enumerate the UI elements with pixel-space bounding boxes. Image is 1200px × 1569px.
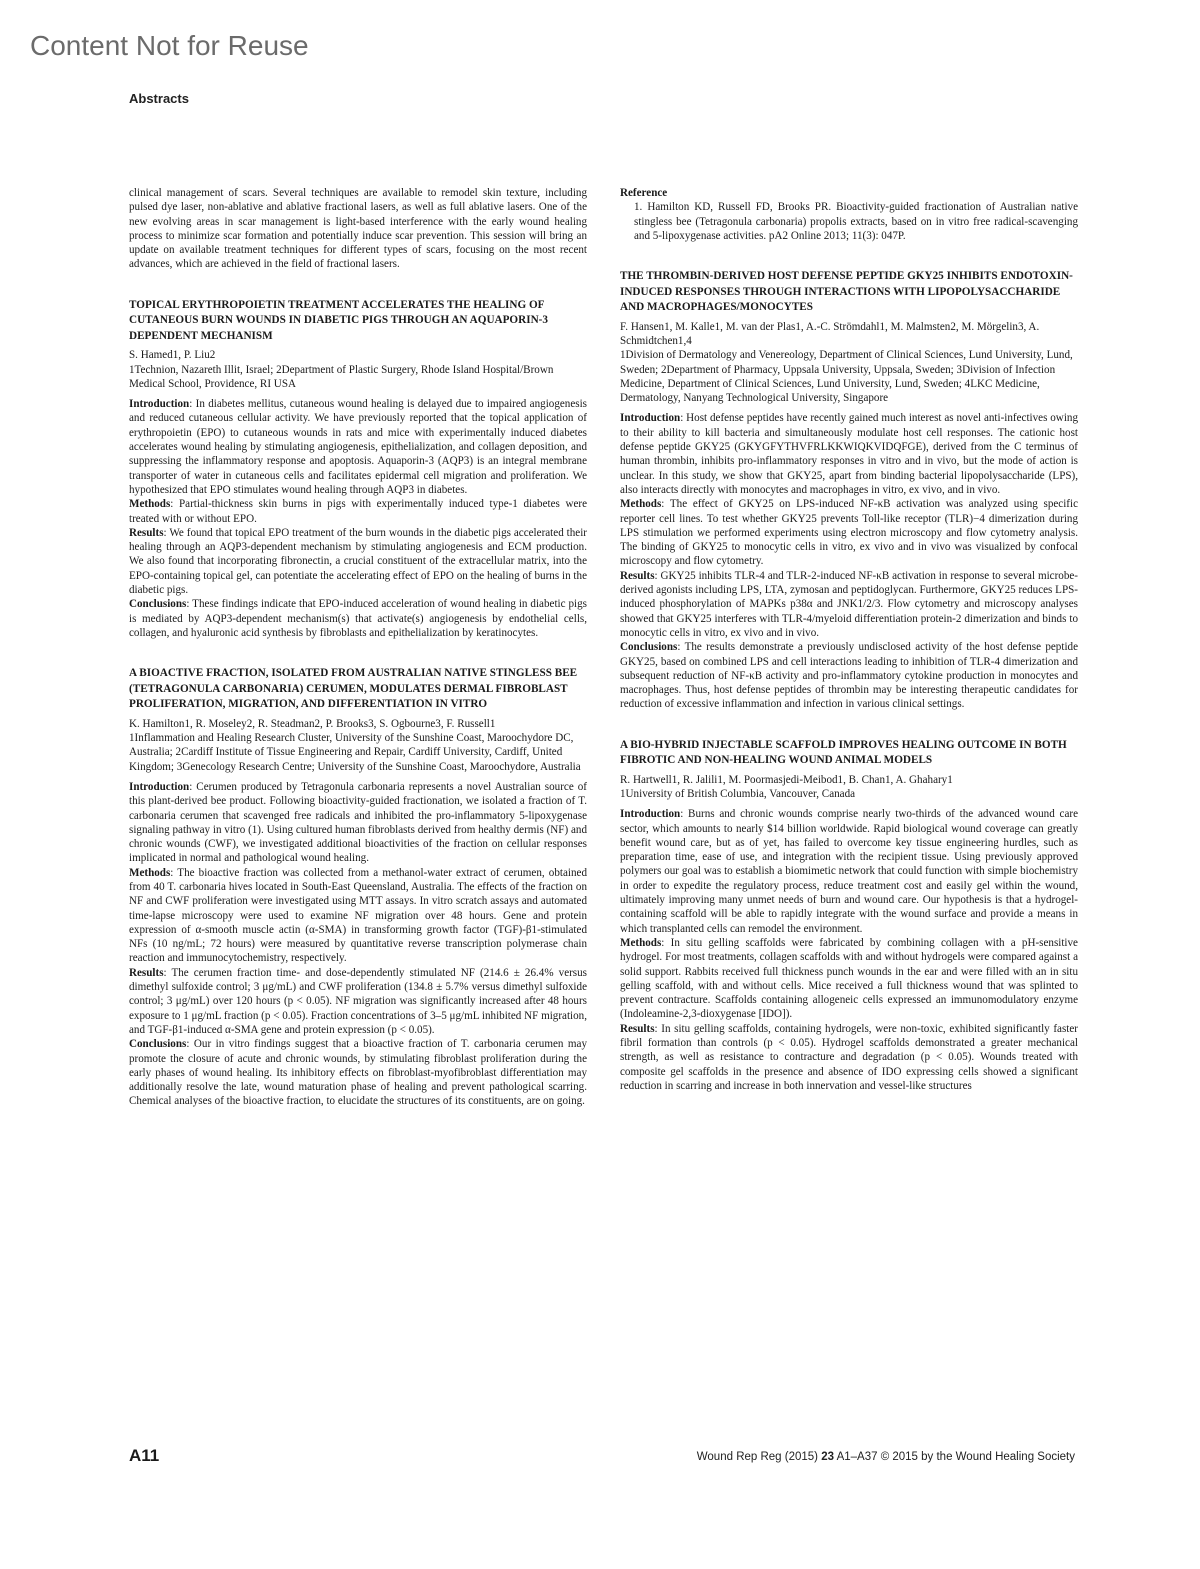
abstract-stingless-bee: [129, 666, 587, 1109]
abstract-title: A BIO-HYBRID INJECTABLE SCAFFOLD IMPROVES HEALING OUTCOME IN BOTH FIBROTIC AND NON-HEALING WOUND ANIMAL MODELS: [620, 738, 1067, 767]
reference-heading: Reference: [620, 187, 668, 199]
results-text: : The cerumen fraction time- and dose-dependently stimulated NF (214.6 ± 26.4% versus dimethyl sulfoxide control; 3 μg/mL) and CWF proliferation (134.8 ± 5.7% versus dimethyl sulfoxide control; 3 μg/mL) over 120 hours (p < 0.05). NF migration was significantly increased after 48 hours exposure to 1 μg/mL fraction (p < 0.05). Fraction concentrations of 3–5 μg/mL inhibited NF migration, and TGF-β1-induced α-SMA gene and protein expression (p < 0.05).: [129, 966, 587, 1036]
methods-label: Methods: [129, 498, 171, 511]
introduction-text: : Host defense peptides have recently gained much interest as novel anti-infectives owing to their ability to kill bacteria and simultaneously modulate host cell responses. The cationic host defense peptide GKY25 (GKYGFYTHVFRLKKWIQKVIDQFGE), derived from the C terminus of human thrombin, inhibits pro-inflammatory responses in vitro and in vivo, but the mode of action is unclear. In this study, we show that GKY25, apart from binding bacterial lipopolysaccharide (LPS), also interacts directly with monocytes and macrophages in vitro, ex vivo, and in vivo.: [620, 412, 1078, 496]
conclusions-paragraph: [129, 597, 587, 640]
introduction-label: Introduction: [129, 398, 190, 411]
abstract-gky25: [620, 269, 1078, 712]
introduction-text: : Cerumen produced by Tetragonula carbonaria represents a novel Australian source of this plant-derived bee product. Following bioactivity-guided fractionation, we isolated a fraction of T. carbonaria cerumen that scavenged free radicals and inhibited the pro-inflammatory 5-lipoxygenase signaling pathway in vitro (1). Using cultured human fibroblasts derived from healthy dermis (NF) and chronic wounds (CWF), we investigated additional bioactivities of the fraction on cellular responses implicated in normal and pathological wound healing.: [129, 780, 587, 865]
methods-paragraph: [129, 497, 587, 526]
introduction-paragraph: [129, 397, 587, 497]
abstract-affiliations: 1University of British Columbia, Vancouver, Canada: [620, 788, 856, 800]
journal-suffix: A1–A37 © 2015 by the Wound Healing Society: [834, 1451, 1075, 1463]
abstract-topical-epo: [129, 298, 587, 640]
methods-text: : The effect of GKY25 on LPS-induced NF-κB activation was analyzed using specific reporter cell lines. To test whether GKY25 prevents Toll-like receptor (TLR)−4 dimerization during LPS stimulation we performed experiments using electron microscopy and flow cytometry analysis. The binding of GKY25 to monocytic cells in vitro, ex vivo and in vivo was visualized by confocal microscopy and flow cytometry.: [620, 498, 1078, 568]
methods-label: Methods: [620, 936, 662, 949]
abstract-title: THE THROMBIN-DERIVED HOST DEFENSE PEPTIDE GKY25 INHIBITS ENDOTOXIN-INDUCED RESPONSES THROUGH INTERACTIONS WITH LIPOPOLYSACCHARIDE AND MACROPHAGES/MONOCYTES: [620, 270, 1073, 314]
introduction-paragraph: [620, 807, 1078, 936]
results-paragraph: [129, 526, 587, 597]
methods-paragraph: [620, 936, 1078, 1022]
conclusions-paragraph: [129, 1037, 587, 1108]
methods-text: : In situ gelling scaffolds were fabricated by combining collagen with a pH-sensitive hydrogel. For most treatments, collagen scaffolds with and without hydrogels were compared against a solid support. Rabbits received full thickness punch wounds in the ear and were filled with an in situ gelling scaffold, with and without cells. Mice received a full thickness wound that was splinted to prevent contracture. Scaffolds containing allogeneic cells expressed an immunomodulatory enzyme (Indoleamine-2,3-dioxygenase [IDO]).: [620, 936, 1078, 1021]
results-label: Results: [620, 1022, 655, 1035]
journal-volume: 23: [821, 1451, 835, 1463]
abstract-affiliations: 1Division of Dermatology and Venereology, Department of Clinical Sciences, Lund University, Lund, Sweden; 2Department of Pharmacy, Uppsala University, Uppsala, Sweden; 3Division of Infection Medicine, Department of Clinical Sciences, Lund University, Lund, Sweden; 4LKC Medicine, Dermatology, Nanyang Technological University, Singapore: [620, 349, 1073, 405]
results-text: : In situ gelling scaffolds, containing hydrogels, were non-toxic, exhibited significantly faster fibril formation than controls (p < 0.05). Hydrogel scaffolds demonstrated a greater mechanical strength, as well as resistance to contracture and degradation (p < 0.05). Wounds treated with composite gel scaffolds in the presence and absence of IDO expressing cells showed a significant reduction in scarring and increase in both innervation and vessel-like structures: [620, 1022, 1078, 1092]
conclusions-paragraph: [620, 640, 1078, 711]
conclusions-text: : The results demonstrate a previously undisclosed activity of the host defense peptide GKY25, based on combined LPS and cell interactions leading to inhibition of TLR-4 dimerization and subsequent reduction of NF-κB activity and pro-inflammatory cytokine production in monocytes and macrophages. Thus, host defense peptides of thrombin may be interesting therapeutic candidates for reduction of excessive inflammation and infection in various clinical settings.: [620, 641, 1078, 711]
introduction-paragraph: [129, 780, 587, 866]
introduction-label: Introduction: [620, 808, 681, 821]
watermark: Content Not for Reuse: [30, 30, 309, 61]
conclusions-label: Conclusions: [129, 1038, 187, 1051]
journal-prefix: Wound Rep Reg (2015): [696, 1451, 822, 1463]
section-label: Abstracts: [129, 91, 189, 106]
introduction-label: Introduction: [129, 780, 190, 793]
results-label: Results: [129, 526, 164, 539]
abstract-authors: K. Hamilton1, R. Moseley2, R. Steadman2, P. Brooks3, S. Ogbourne3, F. Russell1: [129, 717, 496, 730]
conclusions-text: : Our in vitro findings suggest that a bioactive fraction of T. carbonaria cerumen may promote the closure of acute and chronic wounds, by stimulating fibroblast proliferation during the early phases of wound healing. Its inhibitory effects on fibroblast-myofibroblast differentiation may additionally resolve the late, wound maturation phase of healing and prevent pathological scarring. Chemical analyses of the bioactive fraction, to elucidate the structures of its constituents, are on going.: [129, 1038, 587, 1108]
results-paragraph: [129, 966, 587, 1037]
conclusions-label: Conclusions: [129, 598, 187, 611]
conclusions-label: Conclusions: [620, 641, 678, 654]
introduction-paragraph: [620, 411, 1078, 497]
abstract-title: A BIOACTIVE FRACTION, ISOLATED FROM AUSTRALIAN NATIVE STINGLESS BEE (TETRAGONULA CARBONARIA) CERUMEN, MODULATES DERMAL FIBROBLAST PROLIFERATION, MIGRATION, AND DIFFERENTIATION IN VITRO: [129, 667, 578, 711]
results-text: : We found that topical EPO treatment of the burn wounds in the diabetic pigs accelerated their healing through an AQP3-dependent mechanism by stimulating angiogenesis and ECM production. We also found that incorporating fibronectin, a crucial constituent of the extracellular matrix, into the EPO-containing topical gel, can potentiate the accelerating effect of EPO on the healing of burns in the diabetic pigs.: [129, 526, 587, 597]
abstract-affiliations: 1Inflammation and Healing Research Cluster, University of the Sunshine Coast, Maroochydore DC, Australia; 2Cardiff Institute of Tissue Engineering and Repair, Cardiff University, Cardiff, United Kingdom; 3Genecology Research Centre; University of the Sunshine Coast, Maroochydore, Australia: [129, 732, 581, 773]
results-label: Results: [620, 569, 655, 582]
continuation-text: clinical management of scars. Several techniques are available to remodel skin texture, including pulsed dye laser, non-ablative and ablative fractional lasers, as well as full ablative lasers. One of the new evolving areas in scar management is light-based interference with the early wound healing process to minimize scar formation and potentially induce scar prevention. This session will bring an update on available treatment techniques for different types of scars, focusing on the most recent advances, which are achieved in the field of fractional lasers.: [129, 187, 587, 271]
left-column: [129, 186, 587, 1426]
results-paragraph: [620, 1022, 1078, 1093]
right-column: [620, 186, 1078, 1426]
reference-item: 1. Hamilton KD, Russell FD, Brooks PR. Bioactivity-guided fractionation of Australian native stingless bee (Tetragonula carbonaria) propolis extracts, based on in vitro free radical-scavenging and 5-lipoxygenase activities. pA2 Online 2013; 11(3): 047P.: [634, 201, 1078, 242]
methods-label: Methods: [620, 498, 662, 511]
journal-citation: [697, 1451, 1075, 1463]
conclusions-text: : These findings indicate that EPO-induced acceleration of wound healing in diabetic pigs is mediated by AQP3-dependent mechanism(s) that activate(s) angiogenesis by endothelial cells, collagen, and hyaluronic acid synthesis by fibroblasts and epithelialization by keratinocytes.: [129, 598, 587, 639]
abstract-authors: F. Hansen1, M. Kalle1, M. van der Plas1, A.-C. Strömdahl1, M. Malmsten2, M. Mörgelin3, A. Schmidtchen1,4: [620, 320, 1040, 347]
methods-paragraph: [620, 497, 1078, 568]
abstract-bio-hybrid-scaffold: [620, 738, 1078, 1094]
introduction-label: Introduction: [620, 412, 681, 425]
results-text: : GKY25 inhibits TLR-4 and TLR-2-induced NF-κB activation in response to several microbe-derived agonists including LPS, LTA, zymosan and peptidoglycan. Furthermore, GKY25 reduces LPS-induced phosphorylation of MAPKs p38α and JNK1/2/3. Flow cytometry and microscopy analyses showed that GKY25 interferes with TLR-4/myeloid differentiation protein-2 dimerization and binds to monocytic cells in vitro, ex vivo and in vivo.: [620, 569, 1078, 639]
methods-label: Methods: [129, 866, 171, 879]
methods-text: : Partial-thickness skin burns in pigs with experimentally induced type-1 diabetes were treated with or without EPO.: [129, 498, 587, 525]
introduction-text: : In diabetes mellitus, cutaneous wound healing is delayed due to impaired angiogenesis and reduced cutaneous cellular activity. We have previously reported that the topical application of erythropoietin (EPO) to cutaneous wounds in rats and mice with experimentally induced diabetes accelerates wound healing by stimulating angiogenesis, epithelialization, and collagen deposition, and suppressing the inflammatory response and apoptosis. Aquaporin-3 (AQP3) is an integral membrane transporter of water in cutaneous cells and facilitates epidermal cell migration and proliferation. We hypothesized that EPO stimulates wound healing through AQP3 in diabetes.: [129, 398, 587, 496]
methods-paragraph: [129, 866, 587, 966]
results-label: Results: [129, 966, 164, 979]
methods-text: : The bioactive fraction was collected from a methanol-water extract of cerumen, obtained from 40 T. carbonaria hives located in South-East Queensland, Australia. The effects of the fraction on NF and CWF proliferation were investigated using MTT assays. In vitro scratch assays and automated time-lapse microscopy were used to examine NF migration over 48 hours. Gene and protein expression of α-smooth muscle actin (α-SMA) in transforming growth factor (TGF)-β1-stimulated NFs (10 ng/mL; 72 hours) were measured by quantitative reverse transcription polymerase chain reaction and immunocytochemistry, respectively.: [129, 866, 587, 965]
page-number: A11: [129, 1446, 160, 1465]
abstract-authors: S. Hamed1, P. Liu2: [129, 349, 216, 362]
results-paragraph: [620, 569, 1078, 640]
abstract-authors: R. Hartwell1, R. Jalili1, M. Poormasjedi-Meibod1, B. Chan1, A. Ghahary1: [620, 773, 953, 786]
abstract-title: TOPICAL ERYTHROPOIETIN TREATMENT ACCELERATES THE HEALING OF CUTANEOUS BURN WOUNDS IN DIABETIC PIGS THROUGH AN AQUAPORIN-3 DEPENDENT MECHANISM: [129, 298, 548, 342]
introduction-text: : Burns and chronic wounds comprise nearly two-thirds of the advanced wound care sector, which amounts to nearly $14 billion worldwide. Rapid biological wound coverage can greatly benefit wound care, but as of yet, has failed to overcome key tissue engineering hurdles, such as preparation time, ease of use, and integration with the recipient tissue. Using previously approved polymers our goal was to establish a biomimetic network that could function with simple biochemistry in order to expedite the regulatory process, reduce treatment cost and easily gel within the wound, ultimately improving many unmet needs of burn and wound care. Our hypothesis is that a hydrogel-containing scaffold will be able to rapidly integrate with the wound surface and provide a means in which transplanted cells can remodel the environment.: [620, 808, 1078, 935]
abstract-affiliations: 1Technion, Nazareth Illit, Israel; 2Department of Plastic Surgery, Rhode Island Hospital/Brown Medical School, Providence, RI USA: [129, 363, 554, 390]
